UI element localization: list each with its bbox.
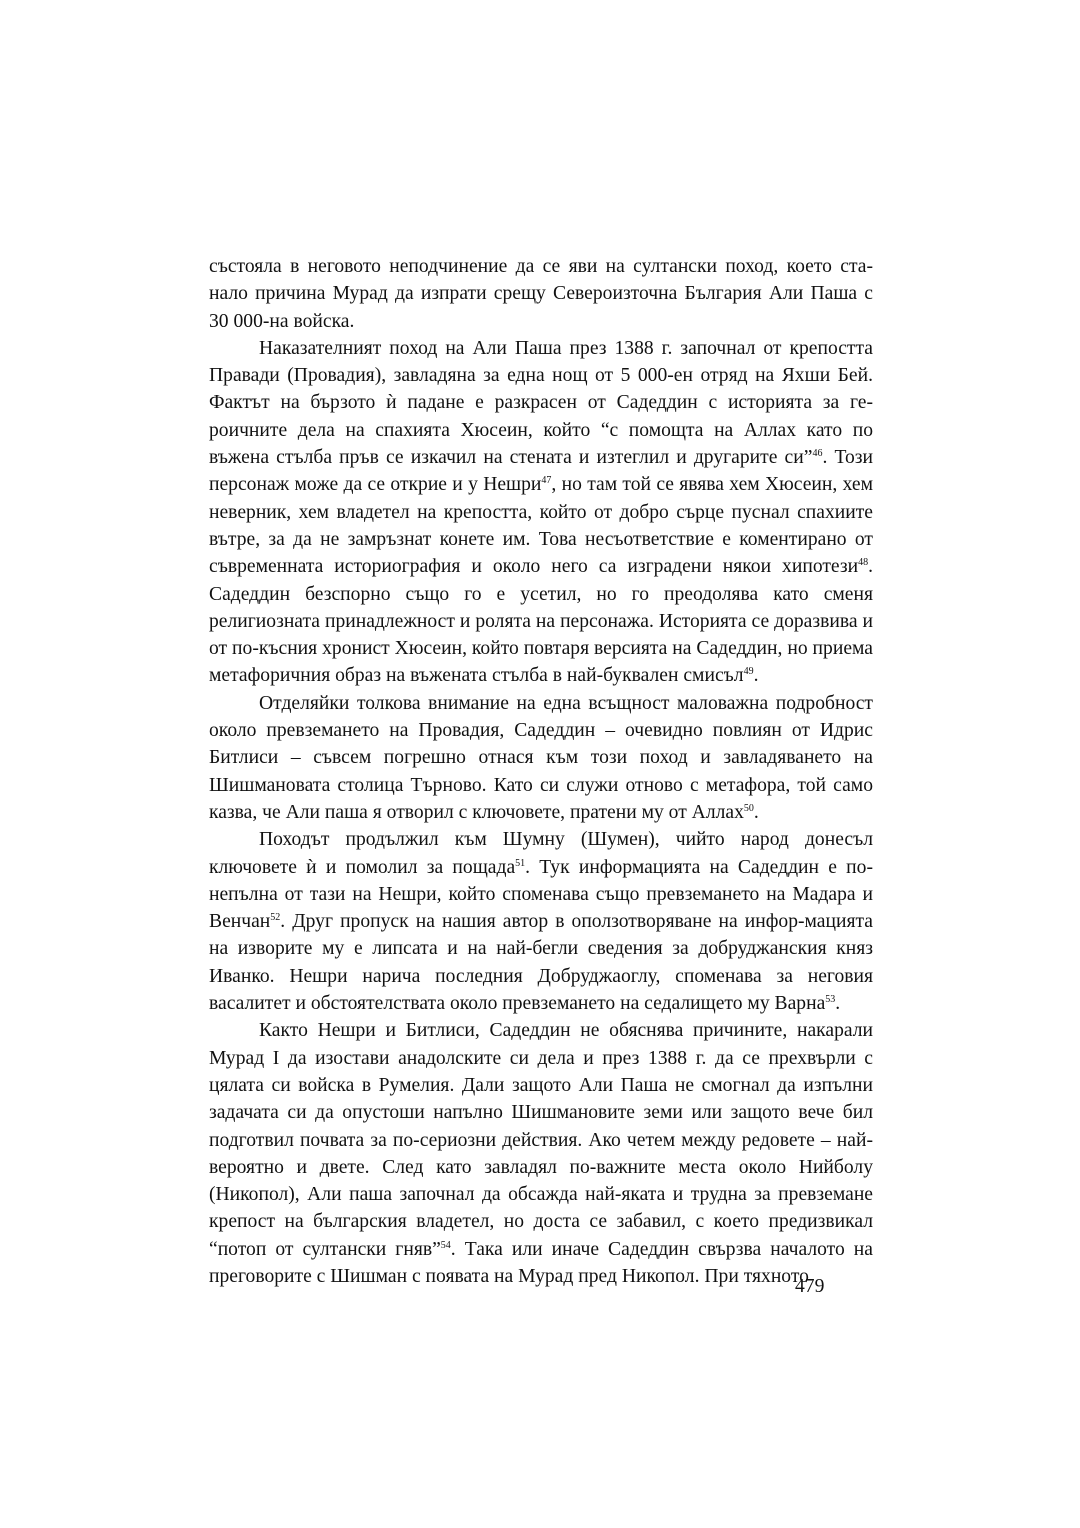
paragraph-text: . bbox=[753, 665, 759, 687]
paragraph-text: Отделяйки толкова внимание на една всъщност маловажна подробност около превземането на Провадия, Садеддин – очевидно повлиян от Идрис Битлиси – съвсем погрешно отнася към този поход и завладяването на Шишмановата столица Търново. Като си служи отново с метафора, той само казва, че Али паша я отворил с ключовете, пратени му от Аллах bbox=[209, 692, 873, 823]
paragraph bbox=[209, 826, 873, 1017]
paragraph-text: . Садеддин безспорно също го е усетил, но го преодолява като сменя религиозната принадлежност и ролята на персонажа. Историята се доразвива и от по-късния хронист Хюсеин, който повтаря версията на Садеддин, но приема метафоричния образ на въжената стълба в най-буквален смисъл bbox=[209, 556, 873, 687]
paragraph-text: . bbox=[835, 993, 841, 1015]
paragraph-text: Както Нешри и Битлиси, Садеддин не обяснява причините, накарали Мурад I да изостави анадолските си дела и през 1388 г. да се прехвърли с цялата си войска в Румелия. Дали защото Али Паша не смогнал да изпълни задачата си да опустоши напълно Шишмановите земи или защото вече бил подготвил почвата за по-сериозни действия. Ако четем между редовете – най-вероятно и двете. След като завладял по-важните места около Нийболу (Никопол), Али паша започнал да обсажда най-яката и трудна за превземане крепост на българския владетел, но доста се забавил, с което предизвикал “потоп от султански гняв” bbox=[209, 1020, 873, 1260]
paragraph-text: . Друг пропуск на нашия автор в оползотворяване на инфор-мацията на изворите му е липсата и на най-бегли сведения за добруджанския княз Иванко. Нешри нарича последния Добруджаоглу, споменава за неговия васалитет и обстоятелствата около превземането на седалището му Варна bbox=[209, 911, 873, 1015]
paragraph-text: , но там той се явява хем Хюсеин, хем неверник, хем владетел на крепостта, който от добро сърце пуснал спахиите вътре, за да не замръзнат конете им. Това несъответствие е коментирано от съвременната историография и около него са изградени някои хипотези bbox=[209, 474, 873, 578]
paragraph-text: . Този персонаж може да се открие и у Нешри bbox=[209, 447, 873, 496]
footnote-ref: 52 bbox=[270, 912, 281, 924]
paragraph bbox=[209, 1017, 873, 1290]
paragraph-text: . Тук информацията на Садеддин е по-непълна от тази на Нешри, който споменава също превземането на Мадара и Венчан bbox=[209, 856, 873, 933]
paragraph-text: Наказателният поход на Али Паша през 1388 г. започнал от крепостта Правади (Провадия), завладяна за една нощ от 5 000-ен отряд на Яхши Бей. Фактът на бързото ѝ падане е разкрасен от Садеддин с историята за ге-роичните дела на спахията Хюсеин, който “с помощта на Аллах като по въжена стълба пръв се изкачил на стената и изтеглил и другарите си” bbox=[209, 337, 873, 469]
footnote-ref: 49 bbox=[743, 666, 754, 678]
paragraph bbox=[209, 253, 873, 335]
paragraph-text: . Така или иначе Садеддин свързва началото на преговорите с Шишман с появата на Мурад пред Никопол. При тяхното bbox=[209, 1238, 873, 1287]
footnote-ref: 47 bbox=[541, 475, 552, 487]
footnote-ref: 54 bbox=[440, 1239, 451, 1251]
footnote-ref: 53 bbox=[825, 994, 836, 1006]
footnote-ref: 50 bbox=[743, 802, 754, 814]
footnote-ref: 51 bbox=[515, 857, 526, 869]
footnote-ref: 46 bbox=[812, 448, 823, 460]
paragraph-text: Походът продължил към Шумну (Шумен), чийто народ донесъл ключовете ѝ и помолил за пощада bbox=[209, 829, 873, 878]
page-number: 479 bbox=[795, 1276, 825, 1297]
footnote-ref: 48 bbox=[858, 557, 869, 569]
paragraph-text: . bbox=[753, 801, 759, 823]
body-text bbox=[209, 253, 873, 1290]
paragraph bbox=[209, 335, 873, 690]
paragraph bbox=[209, 690, 873, 826]
paragraph-text: състояла в неговото неподчинение да се яви на султански поход, което ста-нало причина Мурад да изпрати срещу Североизточна България Али Паша с 30 000-на войска. bbox=[209, 256, 873, 332]
